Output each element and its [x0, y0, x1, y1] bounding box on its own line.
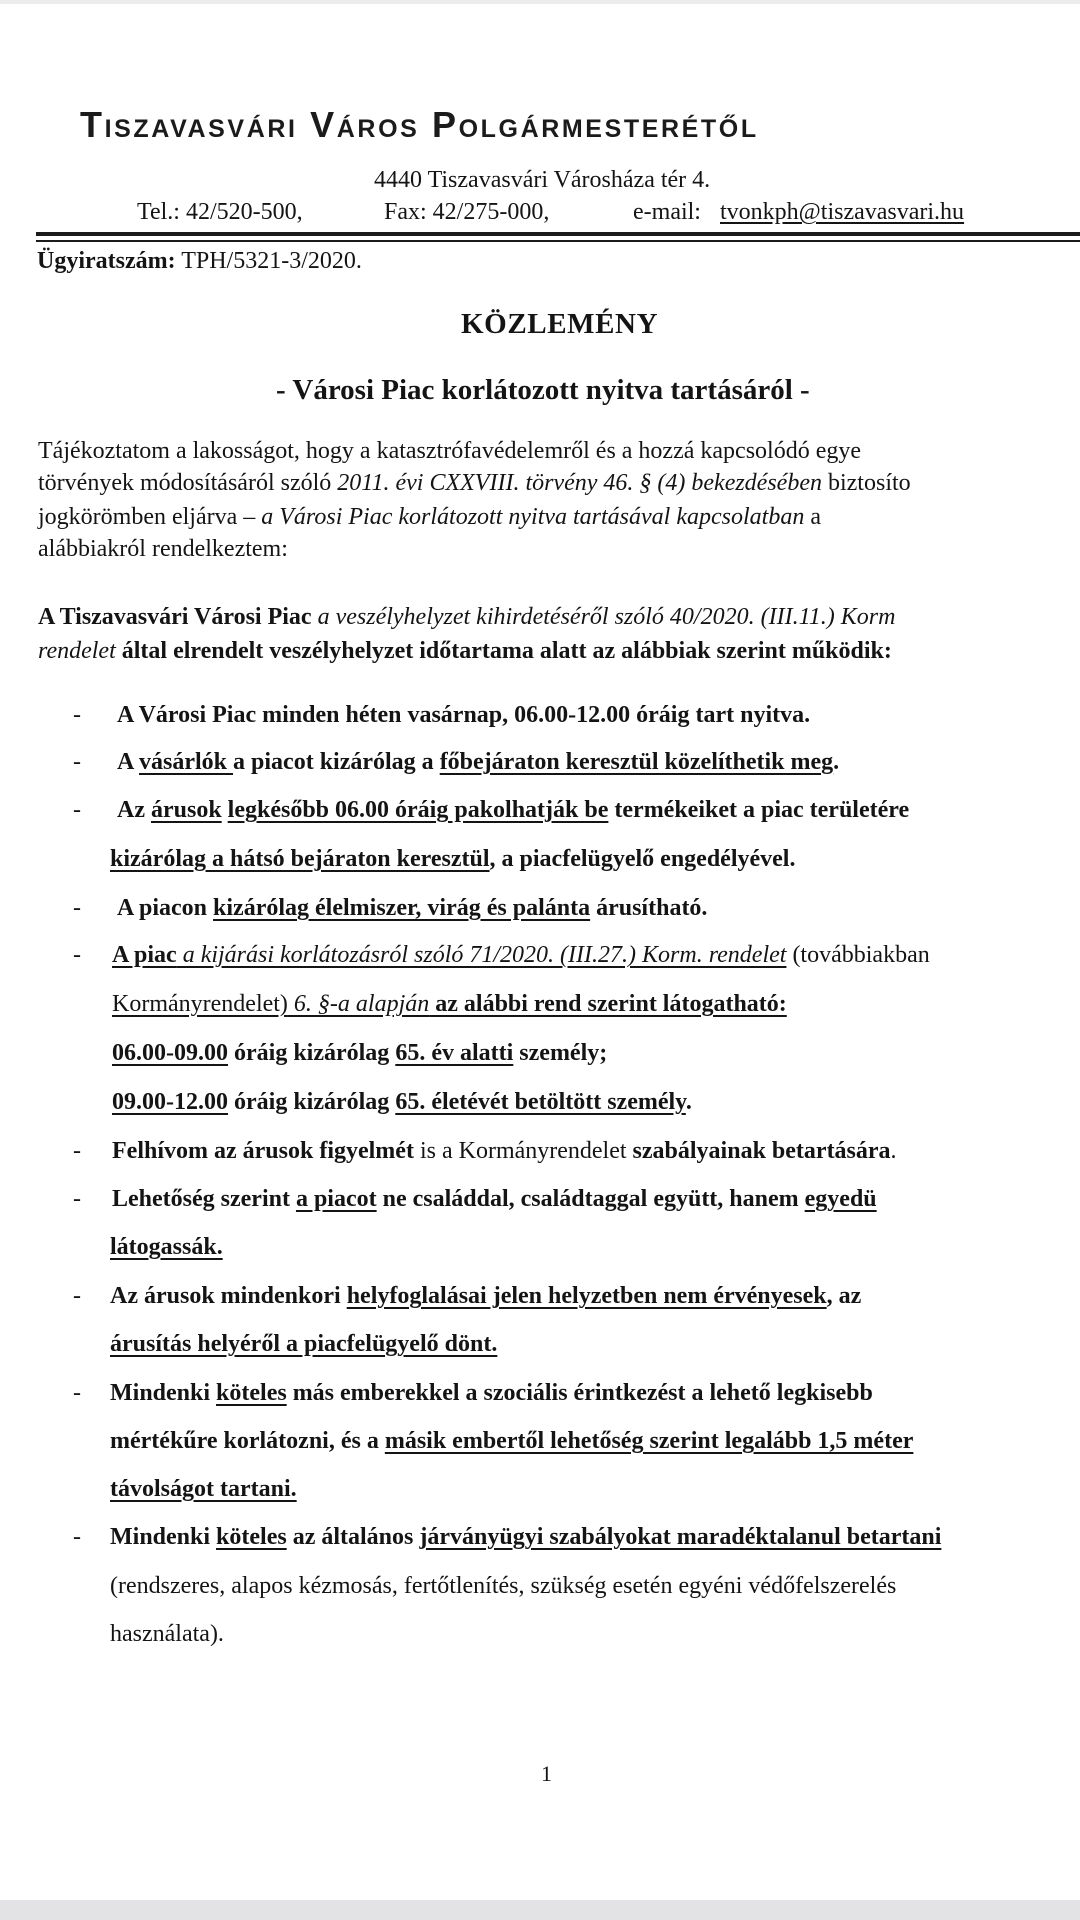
market-intro-line-2: rendelet által elrendelt veszélyhelyzet időtartama alatt az alábbiak szerint működik: — [38, 638, 892, 664]
item-visit-alone-line-1: Lehetőség szerint a piacot ne családdal, családtaggal együtt, hanem egyedü — [112, 1186, 877, 1212]
bullet-dash: - — [73, 1380, 81, 1406]
header-divider-thick — [36, 232, 1080, 236]
phone-number: Tel.: 42/520-500, — [137, 199, 303, 225]
header-divider-thin — [36, 240, 1080, 242]
item-vendor-rules: Felhívom az árusok figyelmét is a Kormányrendelet szabályainak betartására. — [112, 1138, 897, 1164]
item-visiting-line-4: 09.00-12.00 óráig kizárólag 65. életévét betöltött személy. — [112, 1089, 692, 1115]
item-distancing-line-3: távolságot tartani. — [110, 1476, 297, 1502]
email-link[interactable]: tvonkph@tiszavasvari.hu — [720, 199, 965, 225]
bullet-dash: - — [73, 797, 81, 823]
bottom-margin-band — [0, 1900, 1080, 1920]
item-hygiene-line-3: használata). — [110, 1621, 224, 1647]
document-page — [0, 4, 1080, 1904]
bullet-dash: - — [73, 1283, 81, 1309]
intro-line-3: jogkörömben eljárva – a Városi Piac korlátozott nyitva tartásával kapcsolatban a — [38, 504, 821, 530]
case-number-line — [37, 248, 362, 275]
case-number-label: Ügyiratszám: — [37, 248, 176, 274]
bullet-dash: - — [73, 1186, 81, 1212]
page-number: 1 — [541, 1761, 552, 1786]
item-distancing-line-1: Mindenki köteles más emberekkel a szociális érintkezést a lehető legkisebb — [110, 1380, 873, 1406]
item-visiting-line-2: Kormányrendelet) 6. §-a alapján az alábbi rend szerint látogatható: — [112, 991, 787, 1017]
item-distancing-line-2: mértékűre korlátozni, és a másik embertől lehetőség szerint legalább 1,5 méter — [110, 1428, 914, 1454]
bullet-dash: - — [73, 1524, 81, 1550]
case-number: TPH/5321-3/2020. — [181, 248, 362, 274]
item-stall-booking-line-1: Az árusok mindenkori helyfoglalásai jelen helyzetben nem érvényesek, az — [110, 1283, 862, 1309]
email-label: e-mail: — [633, 199, 701, 225]
bullet-dash: - — [73, 1138, 81, 1164]
item-visiting-line-3: 06.00-09.00 óráig kizárólag 65. év alatti személy; — [112, 1040, 608, 1066]
office-address: 4440 Tiszavasvári Városháza tér 4. — [374, 167, 711, 193]
notice-subheading: - Városi Piac korlátozott nyitva tartásáról - — [276, 374, 810, 406]
item-visit-alone-line-2: látogassák. — [110, 1234, 223, 1260]
document-title: Tiszavasvári Város Polgármesterétől — [80, 104, 759, 145]
item-vendors-line-2: kizárólag a hátsó bejáraton keresztül, a piacfelügyelő engedélyével. — [110, 846, 796, 872]
item-hygiene-line-1: Mindenki köteles az általános járványügyi szabályokat maradéktalanul betartani — [110, 1524, 942, 1550]
item-hygiene-line-2: (rendszeres, alapos kézmosás, fertőtlenítés, szükség esetén egyéni védőfelszerelés — [110, 1573, 897, 1599]
item-opening-hours: A Városi Piac minden héten vasárnap, 06.00-12.00 óráig tart nyitva. — [117, 702, 811, 728]
fax-number: Fax: 42/275-000, — [384, 199, 550, 225]
item-entrance: A vásárlók a piacot kizárólag a főbejáraton keresztül közelíthetik meg. — [117, 749, 840, 775]
item-vendors-line-1: Az árusok legkésőbb 06.00 óráig pakolhatják be termékeiket a piac területére — [117, 797, 910, 823]
intro-line-4: alábbiakról rendelkeztem: — [38, 536, 288, 562]
notice-heading: KÖZLEMÉNY — [461, 308, 659, 340]
item-goods: A piacon kizárólag élelmiszer, virág és palánta árusítható. — [117, 895, 708, 921]
bullet-dash: - — [73, 749, 81, 775]
intro-line-1: Tájékoztatom a lakosságot, hogy a katasztrófavédelemről és a hozzá kapcsolódó egye — [38, 438, 862, 464]
bullet-dash: - — [73, 895, 81, 921]
market-intro-line-1: A Tiszavasvári Városi Piac a veszélyhelyzet kihirdetéséről szóló 40/2020. (III.11.) Korm — [38, 604, 896, 630]
intro-line-2: törvények módosításáról szóló 2011. évi CXXVIII. törvény 46. § (4) bekezdésében biztosíto — [38, 470, 911, 496]
item-visiting-line-1: A piac a kijárási korlátozásról szóló 71/2020. (III.27.) Korm. rendelet (továbbiakban — [112, 942, 930, 968]
bullet-dash: - — [73, 942, 81, 968]
bullet-dash: - — [73, 702, 81, 728]
item-stall-booking-line-2: árusítás helyéről a piacfelügyelő dönt. — [110, 1331, 498, 1357]
